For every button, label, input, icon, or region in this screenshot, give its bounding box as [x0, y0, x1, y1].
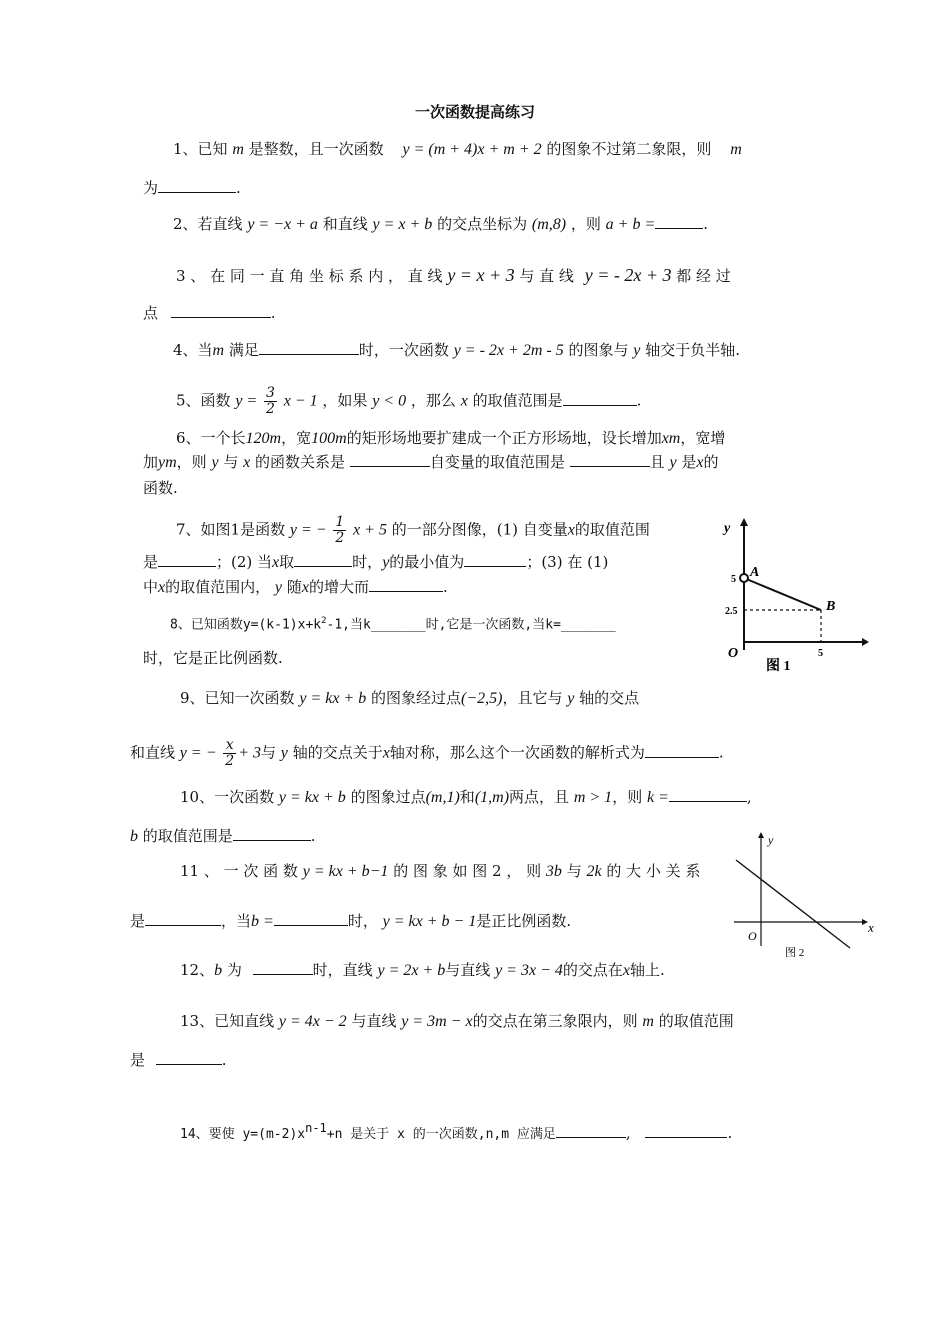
q11-text: 是 — [130, 912, 146, 930]
q5-text: 5、函数 — [176, 391, 231, 410]
q7-text: 的取值范围内， — [165, 578, 271, 596]
q11-text: 是正比例函数. — [476, 912, 572, 930]
q7-text: 7、如图1是函数 — [176, 520, 286, 539]
q12-text: 与直线 — [445, 961, 491, 979]
q12-text: 时，直线 — [312, 961, 373, 979]
y-axis-arrow — [740, 518, 748, 526]
answer-blank[interactable] — [350, 452, 430, 467]
question-10-line-2 — [130, 826, 316, 847]
x-axis-arrow — [862, 638, 869, 646]
fig2-x-label: x — [868, 920, 874, 935]
q7-var: x — [158, 579, 166, 596]
q3-line-1: y = x + 3 — [447, 265, 515, 285]
q6-text: 的矩形场地要扩建成一个正方形场地，设长增加 — [346, 429, 662, 447]
q5-expr: y = — [235, 392, 258, 410]
q2-line-2: y = x + b — [372, 216, 433, 233]
q6-text: 是 — [681, 453, 697, 471]
q5-var: x — [460, 392, 468, 410]
q13-text: 与直线 — [351, 1012, 397, 1030]
fraction-denominator: 2 — [335, 530, 345, 546]
fig1-point-b-label: B — [826, 599, 836, 614]
q9-period: . — [718, 743, 724, 762]
q6-var: x — [696, 454, 704, 471]
q9-text: 轴对称，那么这个一次函数的解析式为 — [389, 743, 645, 762]
q7-text: 的一部分图像，(1) 自变量 — [391, 520, 568, 539]
answer-blank[interactable] — [570, 452, 650, 467]
q11-text: 与 — [566, 862, 582, 880]
answer-blank[interactable] — [655, 214, 703, 229]
fraction-denominator: 2 — [225, 753, 235, 769]
q2-line-1: y = −x + a — [247, 216, 318, 233]
q1-function: y = (m + 4)x + m + 2 — [402, 141, 542, 158]
fraction-numerator: 1 — [335, 514, 345, 530]
q14-exponent: n-1 — [305, 1121, 327, 1135]
question-3-line-1 — [176, 265, 731, 286]
q11-text: 时， — [347, 912, 378, 930]
q11-text: 的 大 小 关 系 — [606, 862, 701, 880]
q14-text: +n 是关于 x 的一次函数,n,m 应满足 — [326, 1127, 556, 1142]
question-10-line-1 — [180, 787, 752, 808]
q6-text: 加 — [143, 453, 159, 471]
answer-blank[interactable] — [563, 391, 637, 406]
q7-text: 是 — [143, 553, 159, 571]
q11-function: y = kx + b − 1 — [382, 913, 477, 930]
fig2-y-label: y — [768, 833, 774, 847]
q13-line-2: y = 3m − x — [401, 1013, 473, 1030]
q7-text: 的增大而 — [308, 578, 369, 596]
answer-blank[interactable] — [274, 911, 348, 926]
answer-blank[interactable] — [233, 826, 311, 841]
answer-blank[interactable] — [253, 960, 313, 975]
q11-text: 11 、 一 次 函 数 — [180, 862, 298, 880]
q6-var: y — [211, 454, 219, 471]
q2-text: 和直线 — [322, 215, 368, 233]
q7-var: y — [382, 554, 390, 571]
q6-var: y — [669, 454, 677, 471]
fig2-caption: 图 2 — [785, 947, 805, 959]
q9-text: 和直线 — [130, 743, 176, 762]
fig1-tick-y5: 5 — [731, 574, 736, 585]
q12-text: 的交点在 — [562, 961, 623, 979]
q11-expr: 2k — [586, 863, 602, 880]
q7-var: x — [301, 579, 309, 596]
open-point-a — [740, 574, 748, 582]
figure-2-graph — [728, 828, 878, 963]
q5-text: ，那么 — [410, 391, 456, 410]
q9-text: 的图象经过点 — [371, 689, 462, 707]
answer-blank[interactable] — [156, 1050, 222, 1065]
question-12 — [180, 960, 665, 981]
y-axis-arrow — [758, 832, 764, 838]
q7-var: y — [274, 579, 283, 596]
q9-text: 轴的交点关于 — [292, 743, 383, 762]
fig1-origin-label: O — [728, 646, 739, 661]
q10-text: ，则 — [612, 788, 643, 806]
q11-expr: b = — [251, 913, 274, 930]
q6-text: ，则 — [176, 453, 207, 471]
q2-period: . — [703, 215, 709, 233]
fig1-tick-x5: 5 — [818, 648, 823, 659]
q6-text: 的函数关系是 — [255, 453, 346, 471]
q2-text: ，则 — [570, 215, 601, 233]
q13-text: 的交点在第三象限内，则 — [472, 1012, 638, 1030]
q7-text: 的最小值为 — [389, 553, 465, 571]
q9-expr: + 3 — [238, 744, 261, 762]
q2-expression: a + b = — [605, 216, 656, 233]
q9-var: y — [567, 690, 575, 707]
q10-condition: m > 1 — [573, 789, 613, 806]
answer-blank[interactable] — [145, 911, 221, 926]
q12-text: 为 — [226, 961, 242, 979]
q6-text: 且 — [649, 453, 665, 471]
q13-var: m — [642, 1013, 654, 1030]
q8-text: -1,当k_______时,它是一次函数,当k=_______ — [326, 617, 616, 633]
q2-point: (m,8) — [531, 216, 567, 233]
q4-text: 时，一次函数 — [358, 341, 449, 359]
q14-period: . — [727, 1124, 733, 1142]
q9-fraction — [223, 738, 236, 769]
answer-blank[interactable] — [158, 178, 236, 193]
q9-var: x — [382, 744, 390, 762]
q6-var: ym — [158, 454, 177, 471]
q1-text: 是整数，且一次函数 — [248, 140, 384, 158]
question-7-line-3 — [143, 577, 448, 598]
q7-expr: x + 5 — [353, 521, 387, 539]
q6-text: ，宽增 — [680, 429, 726, 447]
q9-point: (−2,5) — [461, 690, 503, 707]
fig1-tick-y25: 2.5 — [725, 606, 738, 617]
question-11-line-2 — [130, 911, 571, 932]
answer-blank[interactable] — [171, 303, 271, 318]
q7-text: ；(2) 当 — [216, 553, 273, 571]
q3-text: 点 — [143, 304, 159, 322]
question-11-line-1 — [180, 861, 700, 882]
question-1-line-1 — [173, 139, 742, 160]
fig1-y-label: y — [724, 521, 731, 536]
question-6-line-3 — [143, 478, 178, 498]
q6-text: ，宽 — [281, 429, 312, 447]
figure-1-graph — [700, 510, 870, 680]
q7-text: 中 — [143, 578, 159, 596]
q6-var: x — [243, 454, 251, 471]
question-6-line-1 — [176, 428, 725, 449]
question-13-line-2 — [130, 1050, 227, 1070]
q12-var: b — [214, 962, 223, 979]
q6-text: 的 — [703, 453, 719, 471]
answer-blank[interactable] — [645, 743, 719, 758]
q4-text: 轴交于负半轴. — [645, 341, 740, 359]
q12-line-1: y = 2x + b — [377, 962, 446, 979]
page-title: 一次函数提高练习 — [414, 103, 535, 121]
q6-var: xm — [661, 430, 681, 447]
q5-condition: y < 0 — [372, 392, 407, 410]
q10-point-2: (1,m) — [474, 789, 510, 806]
question-8-line-1 — [170, 611, 616, 635]
q6-text: 自变量的取值范围是 — [429, 453, 565, 471]
q10-function: y = kx + b — [278, 789, 346, 806]
question-1-line-2 — [143, 178, 241, 198]
q7-text: 随 — [286, 578, 302, 596]
q7-period: . — [442, 578, 448, 596]
answer-blank[interactable] — [645, 1123, 727, 1138]
question-3-line-2 — [143, 303, 276, 323]
q1-period: . — [236, 179, 241, 197]
q10-text: 两点，且 — [509, 788, 570, 806]
fraction-numerator: x — [223, 738, 236, 754]
q7-text: 时， — [352, 553, 383, 571]
q7-text: ；(3) 在 (1) — [526, 553, 609, 571]
question-9-line-2 — [130, 738, 724, 769]
q12-text: 12、 — [180, 961, 215, 979]
q9-text: 9、已知一次函数 — [180, 689, 295, 707]
q11-expr: 3b — [545, 863, 562, 880]
question-5 — [176, 386, 641, 417]
q3-period: . — [270, 304, 276, 322]
q3-text: 都 经 过 — [676, 267, 731, 285]
q13-text: 13、已知直线 — [180, 1012, 275, 1030]
q6-length: 120m — [245, 430, 282, 447]
graph-segment — [744, 578, 821, 610]
q8-text: 8、已知函数y=(k-1)x+k — [170, 617, 322, 633]
question-8-line-2 — [143, 648, 283, 668]
q12-var: x — [622, 962, 630, 979]
q7-var: x — [567, 521, 575, 539]
answer-blank[interactable] — [556, 1123, 626, 1138]
q7-text: 的取值范围 — [574, 520, 650, 539]
q9-text: 轴的交点 — [579, 689, 640, 707]
q4-function: y = - 2x + 2m - 5 — [453, 342, 564, 359]
answer-blank[interactable] — [464, 552, 526, 567]
q1-var-m: m — [232, 141, 244, 158]
fraction-denominator: 2 — [266, 401, 275, 417]
q5-fraction — [264, 386, 277, 417]
q6-text: 6、一个长 — [176, 429, 246, 447]
fig1-caption: 图 1 — [766, 659, 791, 674]
question-2 — [173, 214, 708, 235]
fraction-numerator: 3 — [266, 385, 275, 401]
q2-text: 2、若直线 — [173, 215, 243, 233]
answer-blank[interactable] — [369, 577, 443, 592]
q3-text: 3 、 在 同 一 直 角 坐 标 系 内 ， 直 线 — [176, 267, 443, 285]
q5-text: ，如果 — [322, 391, 368, 410]
fig1-point-a-label: A — [750, 565, 760, 580]
q2-text: 的交点坐标为 — [437, 215, 528, 233]
q9-text: 与 — [261, 743, 277, 762]
answer-blank[interactable] — [669, 787, 747, 802]
q4-text: 4、当 — [173, 341, 213, 359]
q14-text: 14、要使 y=(m-2)x — [180, 1127, 306, 1142]
q4-text: 的图象与 — [568, 341, 629, 359]
q5-period: . — [636, 391, 642, 410]
question-7-line-2 — [143, 552, 608, 573]
answer-blank[interactable] — [259, 340, 359, 355]
q8-exponent: 2 — [321, 616, 327, 626]
fig2-origin-label: O — [748, 929, 757, 943]
q13-period: . — [221, 1051, 227, 1069]
q10-var: b — [130, 828, 138, 845]
q4-text: 满足 — [228, 341, 259, 359]
q9-var: y — [280, 744, 288, 762]
q4-var: y — [633, 342, 641, 359]
q6-text: 与 — [223, 453, 239, 471]
q4-var: m — [212, 342, 225, 359]
q11-text: 的 图 象 如 图 2 ， 则 — [393, 862, 542, 880]
q9-expr: y = − — [179, 744, 217, 762]
q7-text: 取 — [279, 553, 295, 571]
q13-line-1: y = 4x − 2 — [278, 1013, 347, 1030]
q7-expr: y = − — [289, 521, 327, 539]
q6-text: 函数. — [143, 479, 178, 497]
q8-text: 时，它是正比例函数. — [143, 649, 283, 667]
q11-function: y = kx + b−1 — [302, 863, 389, 880]
q6-width: 100m — [311, 430, 347, 447]
answer-blank[interactable] — [294, 552, 352, 567]
question-6-line-2 — [143, 452, 718, 473]
q10-comma: , — [746, 788, 752, 806]
q1-text: 的图象不过第二象限，则 — [546, 140, 712, 158]
q7-var: x — [272, 554, 280, 571]
q13-text: 的取值范围 — [658, 1012, 734, 1030]
q13-text: 是 — [130, 1051, 146, 1069]
question-4 — [173, 340, 740, 361]
q14-comma: , — [625, 1124, 631, 1142]
q10-text: 的取值范围是 — [142, 827, 233, 845]
q1-var-m: m — [730, 141, 742, 158]
question-14 — [180, 1118, 732, 1145]
q9-function: y = kx + b — [299, 690, 367, 707]
question-9-line-1 — [180, 688, 639, 709]
q1-text: 1、已知 — [173, 140, 228, 158]
q10-point-1: (m,1) — [425, 789, 460, 806]
q7-fraction — [333, 515, 346, 546]
q10-text: 的图象过点 — [350, 788, 426, 806]
q3-line-2: y = - 2x + 3 — [584, 265, 672, 285]
q10-text: 和 — [459, 788, 475, 806]
q10-period: . — [310, 827, 316, 845]
q3-text: 与 直 线 — [519, 267, 574, 285]
q1-text: 为 — [143, 179, 159, 197]
q5-expr: x − 1 — [283, 392, 318, 410]
q10-expr: k = — [646, 789, 669, 806]
q11-text: ，当 — [221, 912, 252, 930]
q5-text: 的取值范围是 — [472, 391, 563, 410]
question-7-line-1 — [176, 515, 650, 546]
q12-line-2: y = 3x − 4 — [495, 962, 563, 979]
q10-text: 10、一次函数 — [180, 788, 275, 806]
answer-blank[interactable] — [158, 552, 216, 567]
question-13-line-1 — [180, 1011, 734, 1032]
q9-text: ，且它与 — [502, 689, 563, 707]
q12-text: 轴上. — [629, 961, 665, 979]
